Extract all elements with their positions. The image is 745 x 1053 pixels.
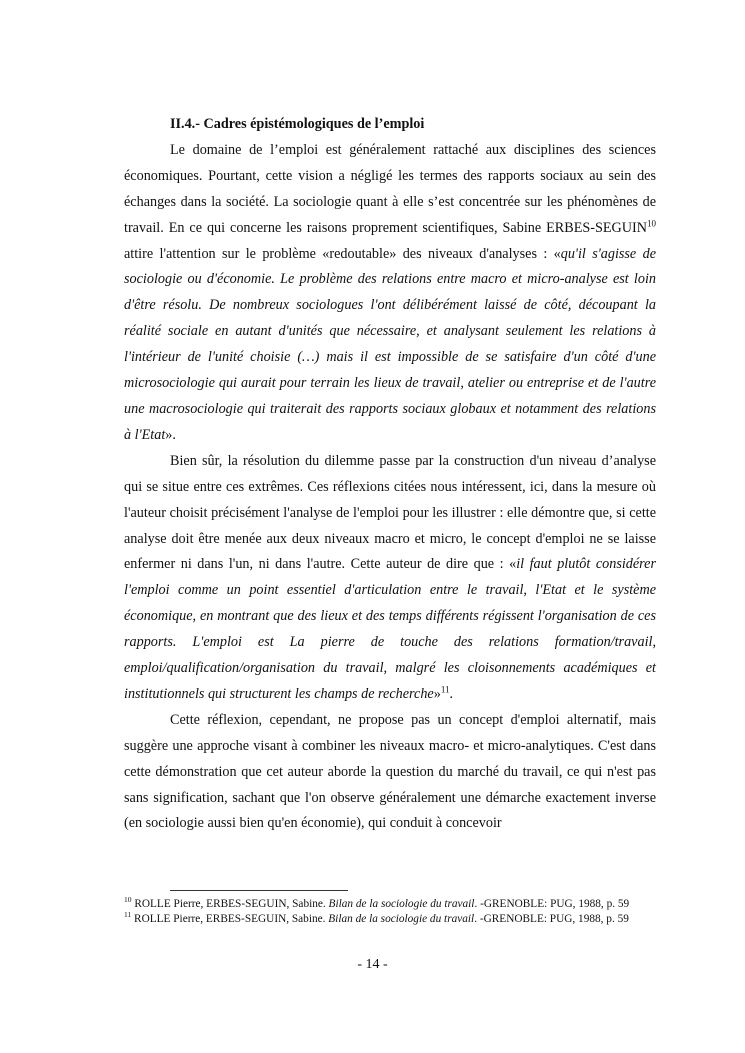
- paragraph-1: [124, 138, 656, 449]
- paragraph-1-intro: attire l'attention sur le problème «redoutable» des niveaux d'analyses : «: [124, 245, 561, 262]
- footnote-separator: [170, 890, 348, 891]
- footnote-publication: . -GRENOBLE: PUG, 1988, p. 59: [474, 912, 629, 925]
- footnote-ref-10[interactable]: 10: [647, 217, 656, 228]
- footnotes: [124, 897, 656, 926]
- paragraph-1-close: ».: [165, 426, 176, 443]
- footnote-number: 10: [124, 895, 132, 905]
- quote-erbes-seguin-2: il faut plutôt considérer l'emploi comme un point essentiel d'articulation entre le travail, l'Etat et le système économique, en montrant que des lieux et des temps différents régissent l'organisation de ces rapports. L'emploi est La pierre de touche des relations formation/travail, emploi/qualification/organisation du travail, malgré les cloisonnements académiques et institutionnels qui structurent les champs de recherche: [124, 556, 656, 702]
- paragraph-1-lead: Le domaine de l’emploi est généralement rattaché aux disciplines des sciences économiques. Pourtant, cette vision a négligé les termes des rapports sociaux au sein des échanges dans la société. La sociologie quant à elle s’est concentrée sur les phénomènes de travail. En ce qui concerne les raisons proprement scientifiques, Sabine ERBES-SEGUIN: [124, 141, 656, 236]
- footnote-11: [124, 909, 656, 927]
- paragraph-2-close: »: [433, 685, 441, 702]
- body-text: [124, 112, 656, 837]
- footnote-10: [124, 897, 656, 912]
- footnote-authors: ROLLE Pierre, ERBES-SEGUIN, Sabine.: [131, 898, 329, 910]
- paragraph-2-end: .: [449, 685, 454, 702]
- footnote-authors: ROLLE Pierre, ERBES-SEGUIN, Sabine.: [131, 912, 329, 925]
- page-number: - 14 -: [357, 957, 388, 972]
- paragraph-2: [124, 449, 656, 708]
- paragraph-3: Cette réflexion, cependant, ne propose pas un concept d'emploi alternatif, mais suggère une approche visant à combiner les niveaux macro- et micro-analytiques. C'est dans cette démonstration que cet auteur aborde la question du marché du travail, ce qui n'est pas sans signification, sachant que l'on observe généralement une démarche exactement inverse (en sociologie aussi bien qu'en économie), qui conduit à concevoir: [124, 711, 656, 832]
- quote-erbes-seguin-1: qu'il s'agisse de sociologie ou d'économie. Le problème des relations entre macro et micro-analyse est loin d'être résolu. De nombreux sociologues l'ont délibérément laissé de côté, découpant la réalité sociale en autant d'unités que nécessaire, et analysant seulement les relations à l'intérieur de l'unité choisie (…) mais il est impossible de se satisfaire d'un côté d'une microsociologie qui aurait pour terrain les lieux de travail, atelier ou entreprise et de l'autre une macrosociologie qui traiterait des rapports sociaux globaux et notamment des relations à l'Etat: [124, 245, 656, 443]
- footnote-ref-11[interactable]: 11: [440, 684, 450, 695]
- footnote-title: Bilan de la sociologie du travail: [328, 898, 475, 910]
- footnote-publication: . -GRENOBLE: PUG, 1988, p. 59: [474, 898, 630, 910]
- section-heading: II.4.- Cadres épistémologiques de l’emploi: [170, 116, 425, 132]
- footnote-number: 11: [124, 909, 132, 919]
- footnote-title: Bilan de la sociologie du travail: [328, 912, 475, 925]
- paragraph-2-lead: Bien sûr, la résolution du dilemme passe par la construction d'un niveau d’analyse qui se situe entre ces extrêmes. Ces réflexions citées nous intéressent, ici, dans la mesure où l'auteur choisit précisément l'analyse de l'emploi pour les illustrer : elle démontre que, si cette analyse doit être menée aux deux niveaux macro et micro, le concept d'emploi ne se laisse enfermer ni dans l'un, ni dans l'autre. Cette auteur de dire que : «: [124, 452, 656, 573]
